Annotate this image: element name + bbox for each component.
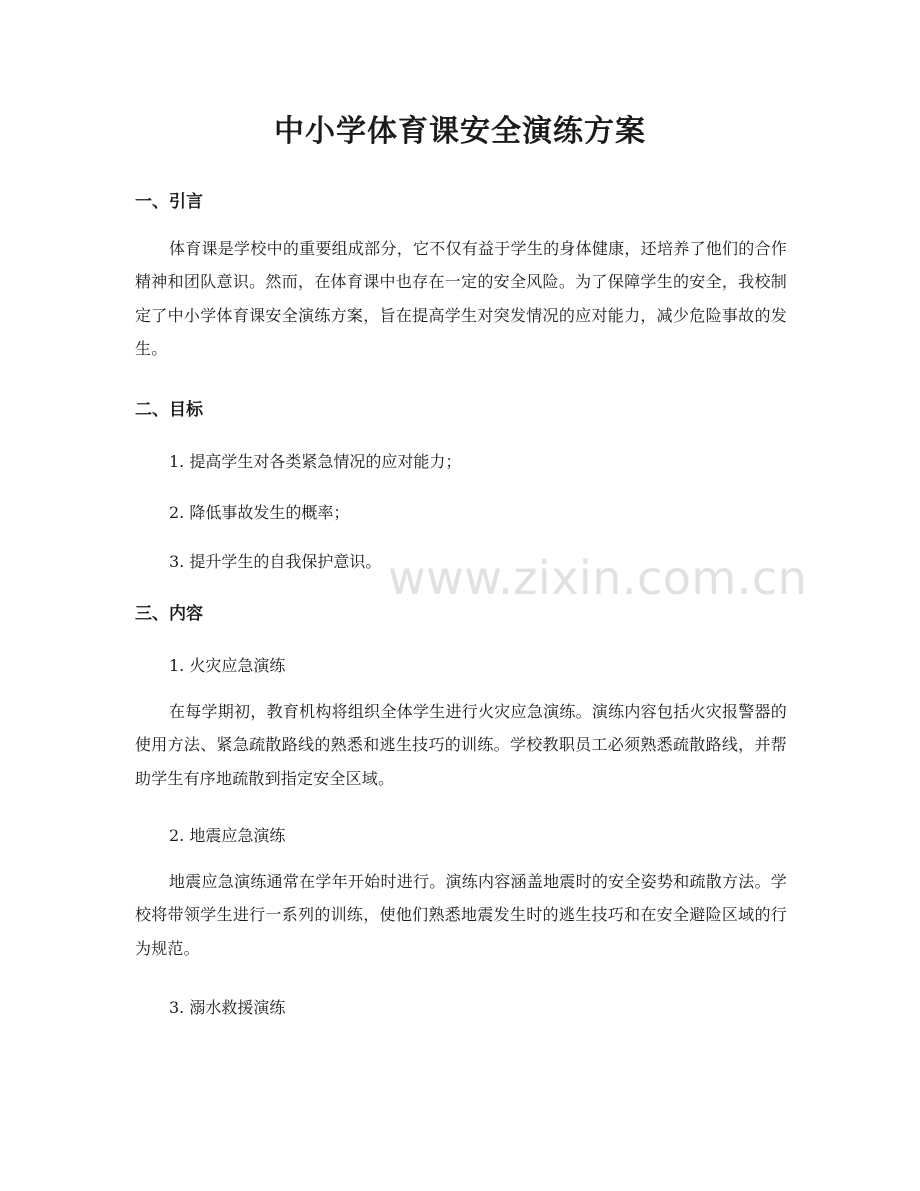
section-heading-content: 三、内容 (135, 604, 203, 624)
watermark-text: www.zixin.com.cn (388, 551, 808, 605)
document-title: 中小学体育课安全演练方案 (274, 114, 646, 149)
content-item-drowning-title: 3. 溺水救援演练 (169, 998, 286, 1017)
content-item-fire-title: 1. 火灾应急演练 (169, 656, 286, 675)
intro-paragraph: 体育课是学校中的重要组成部分，它不仅有益于学生的身体健康，还培养了他们的合作精神和团队意识。然而，在体育课中也存在一定的安全风险。为了保障学生的安全，我校制定了中小学体育课安全演练方案，旨在提高学生对突发情况的应对能力，减少危险事故的发生。 (135, 239, 787, 358)
goal-item-1: 1. 提高学生对各类紧急情况的应对能力； (169, 452, 462, 471)
section-heading-intro: 一、引言 (135, 192, 203, 212)
earthquake-drill-paragraph: 地震应急演练通常在学年开始时进行。演练内容涵盖地震时的安全姿势和疏散方法。学校将带领学生进行一系列的训练，使他们熟悉地震发生时的逃生技巧和在安全避险区域的行为规范。 (135, 872, 787, 958)
fire-drill-paragraph: 在每学期初，教育机构将组织全体学生进行火灾应急演练。演练内容包括火灾报警器的使用方法、紧急疏散路线的熟悉和逃生技巧的训练。学校教职员工必须熟悉疏散路线，并帮助学生有序地疏散到指定安全区域。 (135, 702, 787, 788)
section-heading-goals: 二、目标 (135, 400, 203, 420)
goal-item-2: 2. 降低事故发生的概率； (169, 503, 350, 522)
content-item-earthquake-title: 2. 地震应急演练 (169, 826, 286, 845)
goal-item-3: 3. 提升学生的自我保护意识。 (169, 552, 382, 571)
